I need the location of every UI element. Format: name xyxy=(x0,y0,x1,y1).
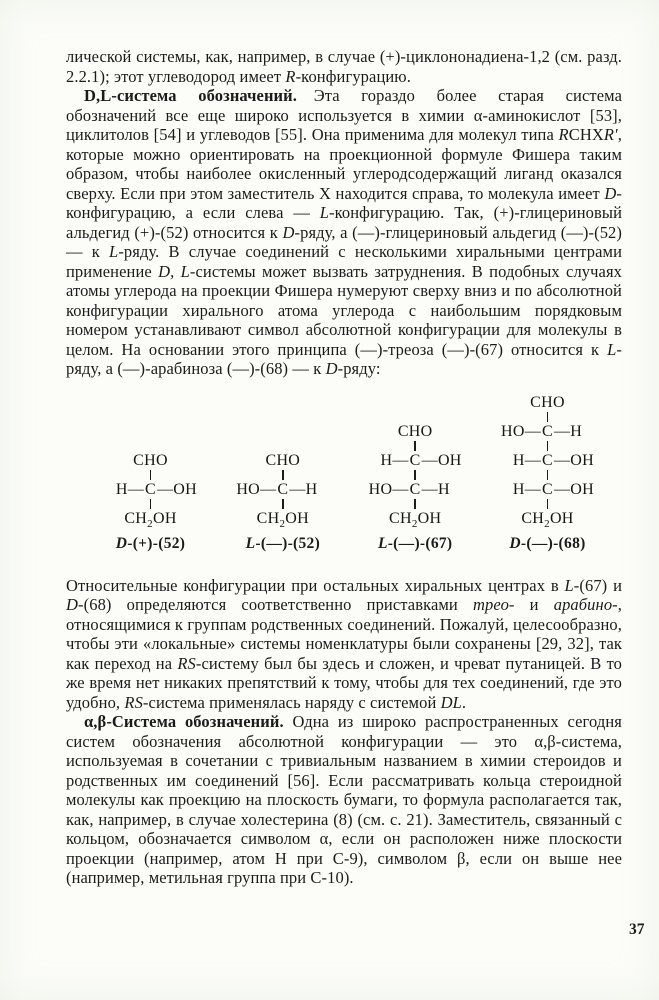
bold-text-run: D,L-система обозначений. xyxy=(84,86,297,105)
text-run: Эта гораздо более старая система обозначений все еще широко используется в химии α-аминокислот [53], циклитолов [54] и углеводов [55]. Она применима для молекул типа xyxy=(66,86,622,144)
text-run: -систему был бы здесь и сложен, и чреват путаницей. В то же время нет никаких препятствий к тому, чтобы для тех соединений, где это удобно, xyxy=(66,653,623,712)
content-column xyxy=(66,47,622,888)
italic-text-run: L xyxy=(564,575,574,595)
formula-row xyxy=(236,481,329,498)
text-run: CHX xyxy=(568,125,604,144)
structure-label: L-(—)-(52) xyxy=(245,534,321,552)
text-run: -ряду: xyxy=(337,359,381,378)
vertical-bond xyxy=(547,470,549,480)
paragraph-intro-continuation xyxy=(66,47,622,86)
formula-row xyxy=(501,452,594,469)
italic-text-run: D xyxy=(66,595,79,614)
text-run: -система применялась наряду с системой xyxy=(142,692,441,712)
vertical-bond xyxy=(282,499,284,509)
text-run: -конфигурацию, а если слева — xyxy=(66,183,622,222)
page-number: 37 xyxy=(629,921,645,938)
text-run: -ряду, а (—)-глицериновый альдегид (—)-(52) — к xyxy=(66,222,622,261)
formula-row xyxy=(369,481,462,498)
italic-text-run: R xyxy=(285,66,296,86)
structure-label: L-(—)-(67) xyxy=(377,534,453,552)
vertical-bond xyxy=(414,470,416,480)
atom-group: CHO xyxy=(265,451,301,469)
italic-text-run: RS xyxy=(177,653,196,673)
atom-group: C xyxy=(277,480,289,498)
italic-text-run: трео- xyxy=(473,595,515,614)
vertical-bond xyxy=(547,441,549,451)
atom-group: C xyxy=(409,480,421,498)
italic-text-run: L xyxy=(109,242,119,261)
structure-label: D-(+)-(52) xyxy=(115,534,186,552)
paragraph-dl-system xyxy=(66,86,622,379)
atom-group: —H xyxy=(289,480,318,498)
vertical-bond xyxy=(414,499,416,509)
italic-text-run: D xyxy=(282,222,295,242)
text-run: -(68) определяются соответственно приставками xyxy=(78,595,473,614)
italic-text-run: DL xyxy=(440,692,462,712)
atom-group: H— xyxy=(380,451,409,469)
formula-row xyxy=(501,481,594,498)
atom-group: CHO xyxy=(133,451,168,469)
italic-text-run: D xyxy=(604,183,617,203)
vertical-bond xyxy=(150,499,152,509)
fischer-structure xyxy=(501,394,594,553)
italic-text-run: R xyxy=(558,125,569,144)
vertical-bond xyxy=(547,412,549,422)
italic-text-run: L xyxy=(607,339,617,359)
text-run: и xyxy=(514,595,554,614)
formula-row xyxy=(501,509,594,530)
atom-group: —OH xyxy=(157,480,198,498)
text-run: -ряду. В случае соединений с несколькими хиральными центрами применение xyxy=(66,242,622,281)
paragraph-relative-configurations xyxy=(66,576,622,713)
text-run: . xyxy=(461,692,467,712)
formula-row xyxy=(104,452,197,469)
formula-row xyxy=(369,452,462,469)
atom-group: $CH_2OH$ xyxy=(521,509,574,530)
text-run: -системы может вызвать затруднения. В подобных случаях атомы углерода на проекции Фишера нумеруют сверху вниз и по абсолютной конфигурации хирального атома углерода с наибольшим порядковым номером устанавливают символ абсолютной конфигурации для молекулы в целом. На основании этого принципа (—)-треоза (—)-(67) относится к xyxy=(66,261,623,359)
text-run: Одна из широко распространенных сегодня систем обозначения абсолютной конфигурации — это α,β-система, используемая в сочетании с тривиальным названием в химии стероидов и родственных им соединений [56]. Если рассматривать кольца стероидной молекулы как проекцию на плоскость бумаги, то формула располагается так, как, например, в случае холестерина (8) (см. с. 21). Заместитель, связанный с кольцом, обозначается символом α, если он расположен ниже плоскости проекции (например, атом H при C-9), символом β, если он выше нее (например, метильная группа при C-10). xyxy=(66,712,622,887)
atom-group: —H xyxy=(553,422,583,440)
fischer-structure xyxy=(369,423,462,553)
formula-row xyxy=(104,509,197,530)
fischer-projections xyxy=(104,394,594,553)
formula-row xyxy=(236,509,329,530)
bold-text-run: α,β-Система обозначений. xyxy=(84,712,284,731)
vertical-bond xyxy=(282,470,284,480)
atom-group: CHO xyxy=(397,422,433,440)
text-run: -конфигурацию. xyxy=(295,66,411,86)
atom-group: $CH_2OH$ xyxy=(124,509,177,530)
atom-group: —OH xyxy=(553,451,594,469)
atom-group: —OH xyxy=(553,480,594,498)
formula-row xyxy=(369,423,462,440)
atom-group: $CH_2OH$ xyxy=(256,509,310,530)
formula-row xyxy=(369,509,462,530)
italic-text-run: L xyxy=(319,203,330,222)
fischer-structure xyxy=(104,452,197,553)
text-run: -ряду, а (—)-арабиноза (—)-(68) — к xyxy=(66,339,622,378)
atom-group: —OH xyxy=(421,451,462,469)
paragraph-alpha-beta-system xyxy=(66,712,622,888)
atom-group: H— xyxy=(512,451,541,469)
atom-group: HO— xyxy=(236,480,277,498)
text-run: , которые можно ориентировать на проекционной формуле Фишера таким образом, чтобы наиболее окисленный углеродсодержащий лиганд оказался сверху. Если при этом заместитель X находится справа, то молекула имеет xyxy=(66,125,622,203)
atom-group: $CH_2OH$ xyxy=(388,509,442,530)
fischer-structure xyxy=(236,452,329,553)
formula-row xyxy=(104,481,197,498)
vertical-bond xyxy=(547,499,549,509)
atom-group: C xyxy=(145,480,156,498)
text-run: -конфигурацию. Так, (+)-глицериновый альдегид (+)-(52) относится к xyxy=(66,203,622,242)
atom-group: HO— xyxy=(500,422,541,440)
atom-group: —H xyxy=(421,480,450,498)
italic-text-run: D xyxy=(325,359,338,378)
italic-text-run: арабино- xyxy=(553,595,618,614)
text-run: , относящимися к группам родственных соединений. Пожалуй, целесообразно, чтобы эти «локальные» системы номенклатуры были сохранены [29, 32], так как переход на xyxy=(66,595,622,673)
structure-label: D-(—)-(68) xyxy=(509,534,586,552)
italic-text-run: RS xyxy=(124,692,143,712)
formula-row xyxy=(236,452,329,469)
atom-group: CHO xyxy=(530,393,565,411)
italic-text-run: R′ xyxy=(603,125,618,144)
atom-group: C xyxy=(409,451,421,469)
text-run: лической системы, как, например, в случае (+)-циклононадиена-1,2 (см. разд. 2.2.1); этот углеводород имеет xyxy=(66,47,622,86)
text-run: Относительные конфигурации при остальных хиральных центрах в xyxy=(66,575,565,595)
text-run: -(67) и xyxy=(573,575,622,595)
vertical-bond xyxy=(414,441,416,451)
atom-group: HO— xyxy=(368,480,409,498)
atom-group: H— xyxy=(115,480,145,498)
atom-group: C xyxy=(542,451,553,469)
formula-row xyxy=(501,423,594,440)
atom-group: C xyxy=(542,422,553,440)
formula-row xyxy=(501,394,594,411)
vertical-bond xyxy=(150,470,152,480)
atom-group: H— xyxy=(512,480,541,498)
italic-text-run: D, L xyxy=(158,261,190,281)
atom-group: C xyxy=(542,480,553,498)
